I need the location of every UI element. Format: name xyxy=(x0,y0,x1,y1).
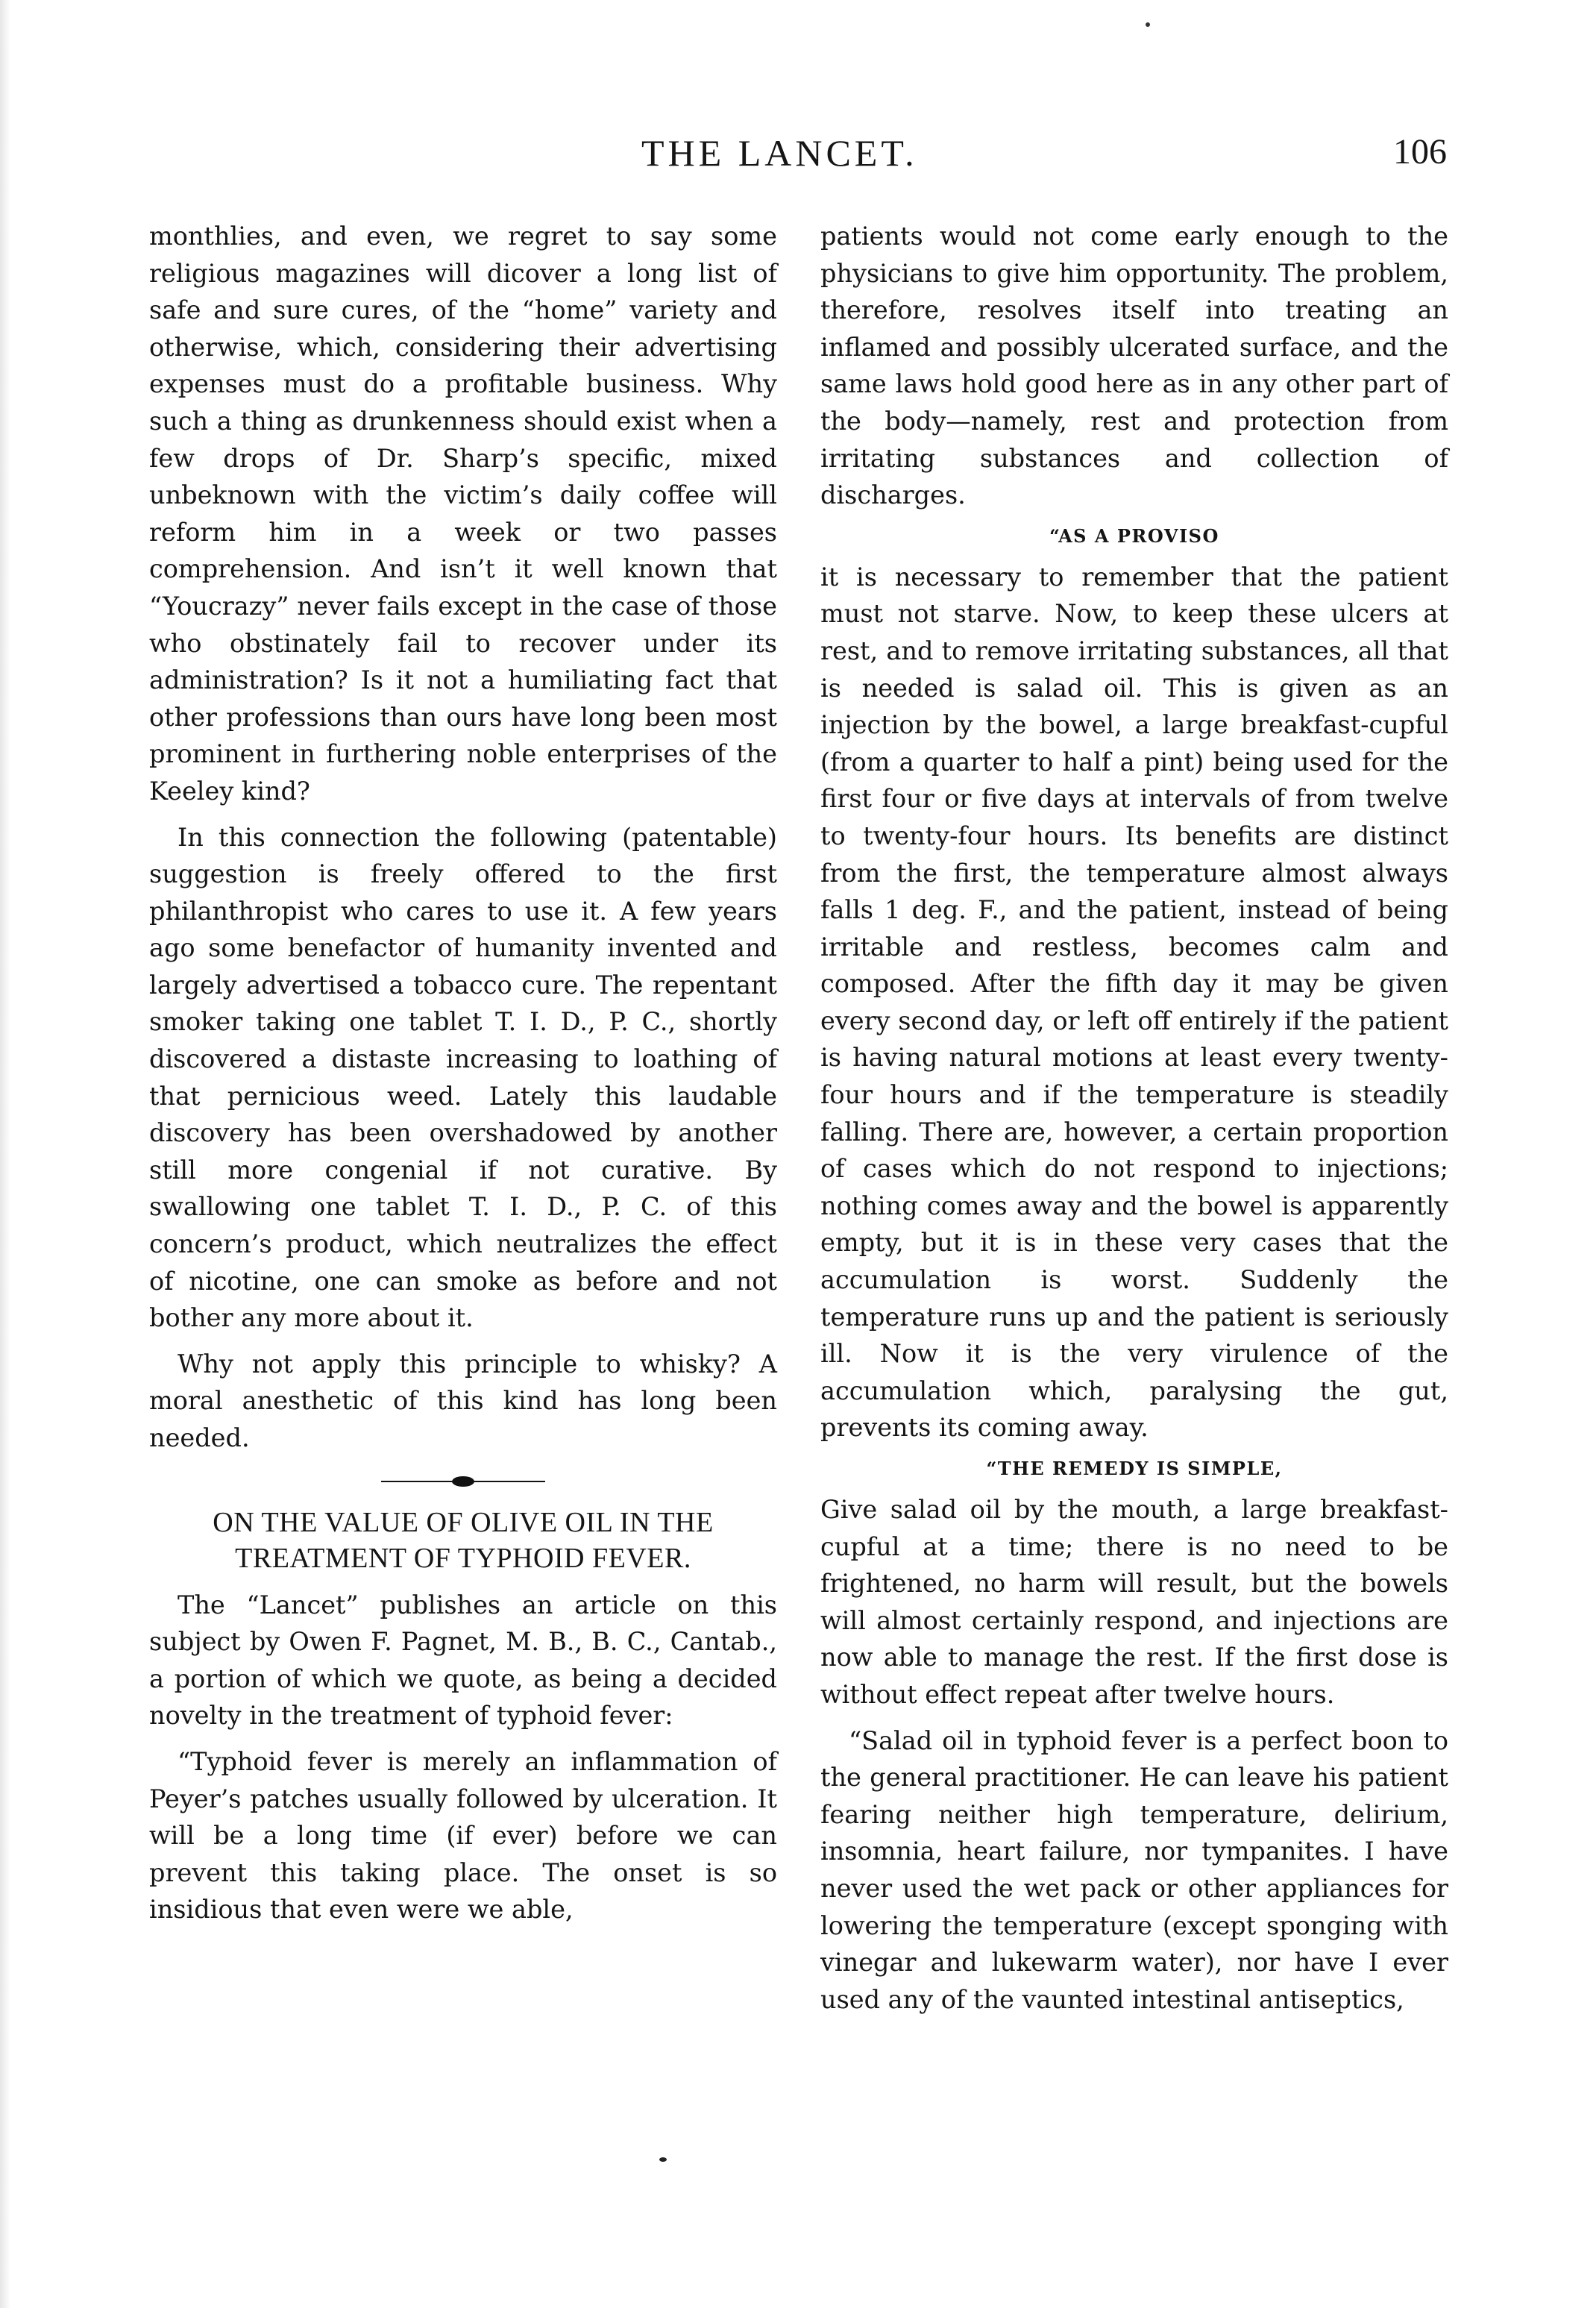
paragraph: In this connection the following (patentable) suggestion is freely offered to the first philanthropist who cares to use it. A few years ago some benefactor of humanity invented and largely advertised a tobacco cure. The repentant smoker taking one tablet T. I. D., P. C., shortly discovered a distaste increasing to loathing of that pernicious weed. Lately this laudable discovery has been overshadowed by another still more congenial if not curative. By swallowing one tablet T. I. D., P. C. of this concern’s product, which neutralizes the effect of nicotine, one can smoke as before and not bother any more about it. xyxy=(149,822,777,1333)
paragraph: Why not apply this principle to whisky? A moral anesthetic of this kind has long been needed. xyxy=(149,1349,777,1452)
paragraph: patients would not come early enough to the physicians to give him opportunity. The problem, therefore, resolves itself into treating an inflamed and possibly ulcerated surface, and the same laws hold good here as in any other part of the body—namely, rest and protection from irritating substances and collection of discharges. xyxy=(820,222,1448,510)
paragraph: it is necessary to remember that the patient must not starve. Now, to keep these ulcers at rest, and to remove irritating substances, all that is needed is salad oil. This is given as an injection by the bowel, a large breakfast-cupful (from a quarter to half a pint) being used for the first four or five days at intervals of from twelve to twenty-four hours. Its benefits are distinct from the first, the temperature almost always falls 1 deg. F., and the patient, instead of being irritable and restless, becomes calm and composed. After the fifth day it may be given every second day, or left off entirely if the patient is having natural motions at least every twenty-four hours and if the temperature is steadily falling. There are, however, a certain proportion of cases which do not respond to injections; nothing comes away and the bowel is apparently empty, but it is in these very cases that the accumulation is worst. Suddenly the temperature runs up and the patient is seriously ill. Now it is the very virulence of the accumulation which, paralysing the gut, prevents its coming away. xyxy=(820,562,1448,1443)
paragraph: “Typhoid fever is merely an inflammation of Peyer’s patches usually followed by ulceration. It will be a long time (if ever) before we can prevent this taking place. The onset is so insidious that even were we able, xyxy=(149,1746,777,1925)
paragraph: monthlies, and even, we regret to say some religious magazines will dicover a long list of safe and sure cures, of the “home” variety and otherwise, which, considering their advertising expenses must do a profitable business. Why such a thing as drunkenness should exist when a few drops of Dr. Sharp’s specific, mixed unbeknown with the victim’s daily coffee will reform him in a week or two passes comprehension. And isn’t it well known that “Youcrazy” never fails except in the case of those who obstinately fail to recover under its administration? Is it not a humiliating fact that other professions than ours have long been most prominent in furthering noble enterprises of the Keeley kind? xyxy=(149,222,777,806)
divider-ornament-icon xyxy=(452,1476,474,1487)
section-subhead: “AS A PROVISO xyxy=(1049,524,1219,547)
paragraph: Give salad oil by the mouth, a large breakfast-cupful at a time; there is no need to be frightened, no harm will result, but the bowels will almost certainly respond, and injections are now able to manage the rest. If the first dose is without effect repeat after twelve hours. xyxy=(820,1495,1448,1709)
section-subhead: “THE REMEDY IS SIMPLE, xyxy=(986,1458,1283,1479)
section-divider xyxy=(381,1478,545,1485)
ink-speck xyxy=(659,2157,667,2162)
paragraph: “Salad oil in typhoid fever is a perfect boon to the general practitioner. He can leave his patient fearing neither high temperature, delirium, insomnia, heart failure, nor tympanites. I have never used the wet pack or other appliances for lowering the temperature (except sponging with vinegar and lukewarm water), nor have I ever used any of the vaunted intestinal antiseptics, xyxy=(820,1725,1448,2014)
journal-title: THE LANCET. xyxy=(641,132,918,174)
paragraph: The “Lancet” publishes an article on this subject by Owen F. Pagnet, M. B., B. C., Cantab., a portion of which we quote, as being a decided novelty in the treatment of typhoid fever: xyxy=(149,1590,777,1731)
page-number: 106 xyxy=(1393,132,1447,172)
right-column xyxy=(820,218,1448,2027)
running-head xyxy=(149,131,1447,184)
article-heading: ON THE VALUE OF OLIVE OIL IN THE TREATMENT OF TYPHOID FEVER. xyxy=(213,1506,714,1574)
scan-edge-shadow xyxy=(0,0,10,2308)
ink-speck xyxy=(1146,22,1150,27)
left-column xyxy=(149,218,777,1937)
